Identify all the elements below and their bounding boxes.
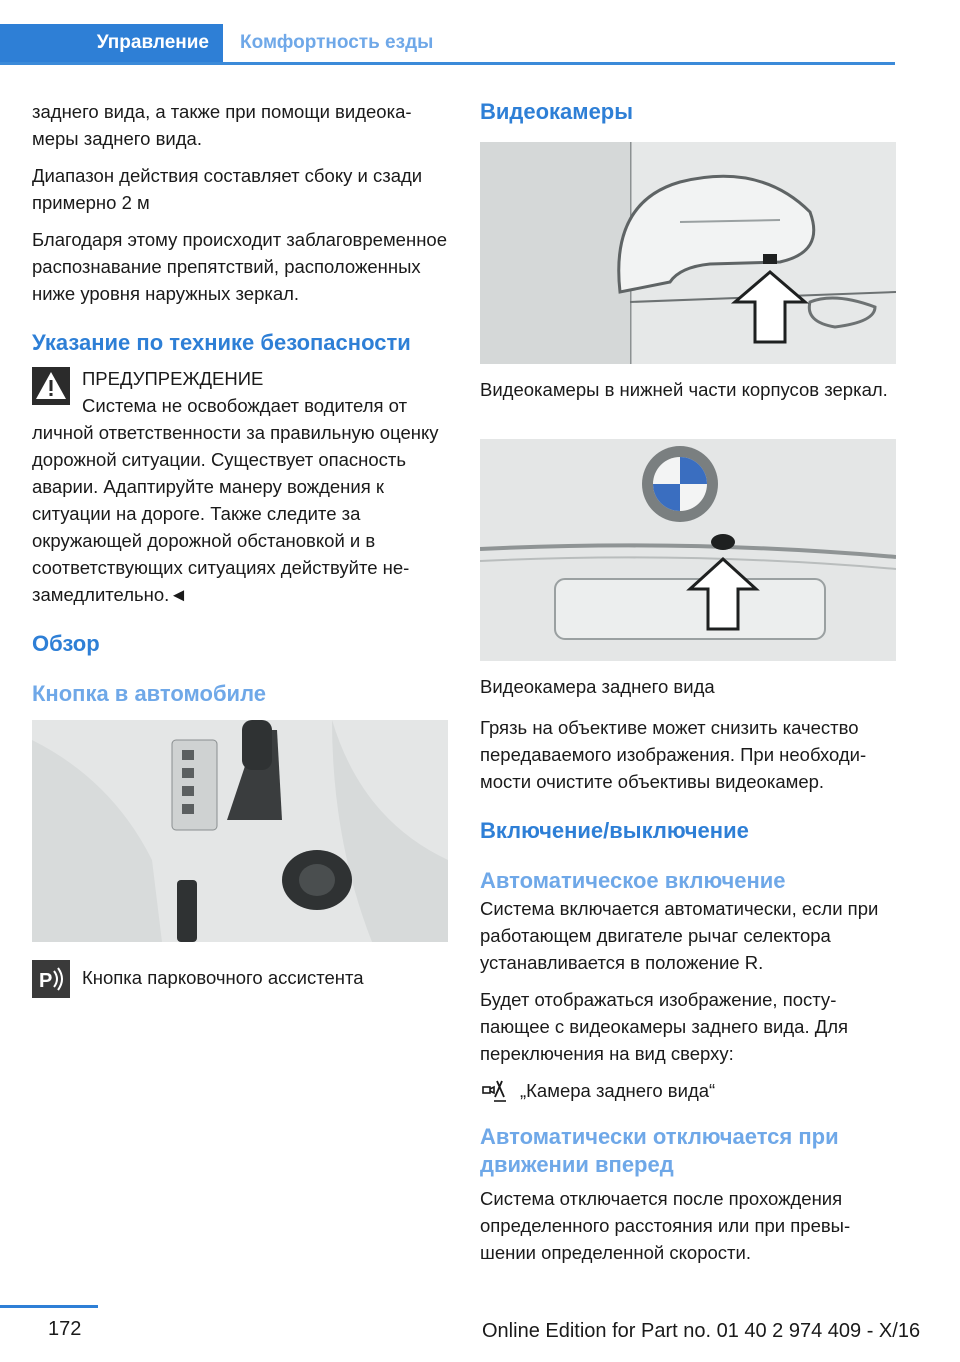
parking-button-row — [32, 960, 448, 1002]
detection-paragraph: Благодаря этому происходит заблаговременное распознавание препятствий, расположенных ниже уровня наружных зеркал. — [32, 229, 447, 304]
parking-assistant-icon — [32, 960, 70, 998]
warning-triangle-icon — [32, 367, 70, 405]
warning-text: Система не освобождает водителя от личной ответственности за правильную оценку дорожной ситуации. Существует опасность аварии. Адаптируйте манеру вождения к ситуации на дороге. Также следите за окружающей дорожной обстановкой и в соответствующих ситуациях действуйте незамедлительно.◄ — [32, 395, 439, 605]
parking-button-caption: Кнопка парковочного ассистента — [82, 967, 364, 988]
auto-off-paragraph: Система отключается после прохождения определенного расстояния или при превышении определенной скорости. — [480, 1188, 851, 1263]
chapter-tab-active[interactable]: Управление — [0, 24, 223, 62]
button-heading: Кнопка в автомобиле — [32, 681, 266, 706]
page-number: 172 — [48, 1318, 82, 1340]
rear-view-label: „Камера заднего вида“ — [520, 1080, 716, 1101]
auto-on-heading: Автоматическое включение — [480, 868, 786, 893]
range-paragraph: Диапазон действия составляет сбоку и сзади примерно 2 м — [32, 165, 423, 213]
onoff-heading: Включение/выключение — [480, 818, 749, 843]
rear-camera-figure — [480, 439, 896, 661]
mirror-camera-caption: Видеокамеры в нижней части корпусов зеркал. — [480, 379, 888, 400]
mirror-camera-figure — [480, 142, 896, 364]
center-console-illustration — [32, 720, 448, 942]
dirt-paragraph: Грязь на объективе может снизить качество передаваемого изображения. При необходимости очистите объективы видеокамер. — [480, 717, 867, 792]
rear-camera-icon — [480, 1077, 510, 1105]
rear-view-option[interactable] — [480, 1077, 896, 1109]
edition-note: Online Edition for Part no. 01 40 2 974 409 - X/16 — [482, 1320, 921, 1342]
intro-paragraph: заднего вида, а также при помощи видеокамеры заднего вида. — [32, 101, 412, 149]
rear-camera-illustration — [480, 439, 896, 661]
safety-heading: Указание по технике безопасности — [32, 330, 411, 355]
warning-title: ПРЕДУПРЕЖДЕНИЕ — [82, 368, 264, 389]
warning-block — [32, 365, 448, 608]
rear-camera-caption: Видеокамера заднего вида — [480, 676, 715, 697]
cameras-heading: Видеокамеры — [480, 99, 634, 124]
auto-on-paragraph: Система включается автоматически, если при работающем двигателе рычаг селектора устанавливается в положение R. — [480, 898, 879, 973]
chapter-tab-section[interactable]: Комфортность езды — [240, 32, 434, 53]
overview-heading: Обзор — [32, 631, 100, 656]
mirror-camera-illustration — [480, 142, 896, 364]
right-column — [480, 98, 896, 1276]
display-paragraph: Будет отображаться изображение, поступающее с видеокамеры заднего вида. Для переключения на вид сверху: — [480, 989, 849, 1064]
svg-text:P: P — [39, 970, 53, 992]
console-figure — [32, 720, 448, 942]
footer-rule — [0, 1305, 98, 1308]
auto-off-heading: Автоматически отключается при движении вперед — [480, 1124, 839, 1177]
chapter-header — [0, 24, 895, 65]
left-column — [32, 98, 448, 1002]
